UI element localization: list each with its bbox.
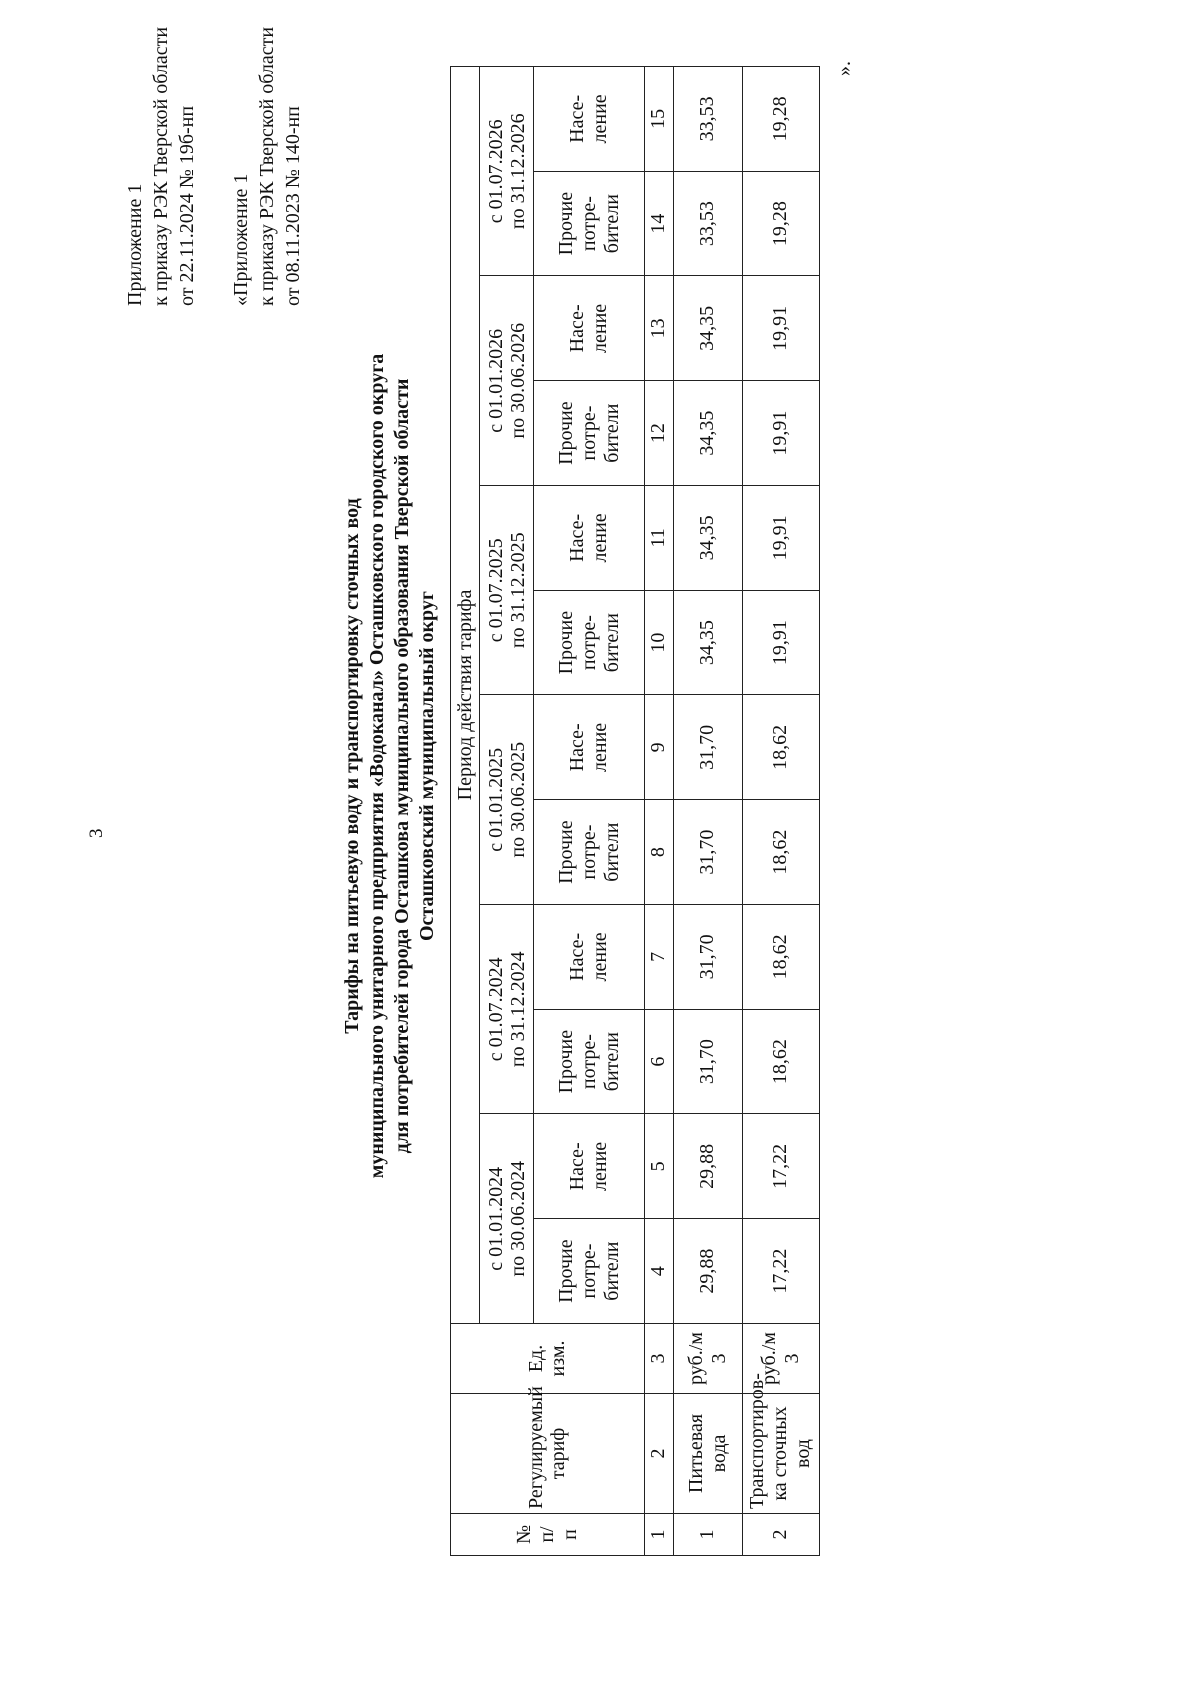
tariff-value: 33,53 <box>674 67 743 172</box>
tariff-value: 29,88 <box>674 1114 743 1219</box>
closing-quote-mark: ». <box>833 61 855 76</box>
title-line: Тарифы на питьевую воду и транспортировку сточных вод <box>341 498 363 1034</box>
subheader-other-consumers: Прочие потре- бители <box>534 1009 644 1114</box>
subheader-population: Насе- ление <box>534 67 644 172</box>
column-number: 12 <box>644 381 673 486</box>
tariff-value: 31,70 <box>674 800 743 905</box>
column-number: 7 <box>644 905 673 1010</box>
header-unit: Ед. изм. <box>451 1324 645 1394</box>
page-number: 3 <box>86 828 107 838</box>
appendix-line: к приказу РЭК Тверской области <box>256 26 278 306</box>
tariff-value: 17,22 <box>742 1114 819 1219</box>
column-number: 2 <box>644 1394 673 1514</box>
subheader-population: Насе- ление <box>534 276 644 381</box>
tariff-value: 31,70 <box>674 695 743 800</box>
tariff-value: 34,35 <box>674 381 743 486</box>
period-header: с 01.07.2025 по 31.12.2025 <box>480 486 534 696</box>
period-header: с 01.01.2024 по 30.06.2024 <box>480 1114 534 1324</box>
header-number: № п/ п <box>451 1514 645 1556</box>
period-header: с 01.01.2025 по 30.06.2025 <box>480 695 534 905</box>
header-period: Период действия тарифа <box>451 67 480 1324</box>
subheader-population: Насе- ление <box>534 486 644 591</box>
header-regulated-tariff: Регулируемый тариф <box>451 1394 645 1514</box>
tariff-value: 19,91 <box>742 381 819 486</box>
subheader-other-consumers: Прочие потре- бители <box>534 171 644 276</box>
appendix-line: от 22.11.2024 № 19б-нп <box>176 105 198 306</box>
tariff-value: 19,91 <box>742 590 819 695</box>
subheader-other-consumers: Прочие потре- бители <box>534 590 644 695</box>
row-tariff-name: Питьевая вода <box>674 1394 743 1514</box>
column-number: 1 <box>644 1514 673 1556</box>
tariff-value: 31,70 <box>674 1009 743 1114</box>
appendix-line: к приказу РЭК Тверской области <box>150 26 172 306</box>
column-number: 8 <box>644 800 673 905</box>
column-number: 3 <box>644 1324 673 1394</box>
tariff-value: 17,22 <box>742 1219 819 1324</box>
tariff-value: 31,70 <box>674 905 743 1010</box>
document-title <box>340 316 440 1216</box>
column-number: 5 <box>644 1114 673 1219</box>
subheader-other-consumers: Прочие потре- бители <box>534 800 644 905</box>
subheader-population: Насе- ление <box>534 1114 644 1219</box>
title-line: Осташковский муниципальный округ <box>416 591 438 941</box>
appendix-line: от 08.11.2023 № 140-нп <box>282 106 304 306</box>
tariff-value: 19,91 <box>742 276 819 381</box>
column-number: 9 <box>644 695 673 800</box>
tariff-value: 19,28 <box>742 67 819 172</box>
column-number: 4 <box>644 1219 673 1324</box>
period-header: с 01.07.2026 по 31.12.2026 <box>480 67 534 277</box>
tariff-value: 34,35 <box>674 590 743 695</box>
tariff-value: 18,62 <box>742 1009 819 1114</box>
column-number-row <box>644 67 673 1556</box>
period-header: с 01.07.2024 по 31.12.2024 <box>480 905 534 1115</box>
tariff-table <box>450 66 820 1556</box>
row-unit: руб./м 3 <box>742 1324 819 1394</box>
period-header: с 01.01.2026 по 30.06.2026 <box>480 276 534 486</box>
subheader-other-consumers: Прочие потре- бители <box>534 381 644 486</box>
row-number: 1 <box>674 1514 743 1556</box>
subheader-population: Насе- ление <box>534 695 644 800</box>
table-row-wastewater-transport <box>742 67 819 1556</box>
title-line: муниципального унитарного предприятия «Водоканал» Осташковского городского округа <box>366 353 388 1179</box>
subheader-other-consumers: Прочие потре- бители <box>534 1219 644 1324</box>
tariff-value: 19,91 <box>742 486 819 591</box>
column-number: 14 <box>644 171 673 276</box>
tariff-value: 29,88 <box>674 1219 743 1324</box>
tariff-value: 18,62 <box>742 800 819 905</box>
column-number: 6 <box>644 1009 673 1114</box>
appendix-previous-order <box>228 27 306 306</box>
tariff-value: 33,53 <box>674 171 743 276</box>
appendix-line: Приложение 1 <box>124 183 146 306</box>
title-line: для потребителей города Осташкова муниципального образования Тверской области <box>391 378 413 1154</box>
column-number: 11 <box>644 486 673 591</box>
tariff-value: 34,35 <box>674 276 743 381</box>
row-unit: руб./м 3 <box>674 1324 743 1394</box>
tariff-value: 34,35 <box>674 486 743 591</box>
row-number: 2 <box>742 1514 819 1556</box>
table-row-drinking-water <box>674 67 743 1556</box>
row-tariff-name: Транспортиров- ка сточных вод <box>742 1394 819 1514</box>
tariff-value: 19,28 <box>742 171 819 276</box>
appendix-line: «Приложение 1 <box>230 173 252 306</box>
column-number: 13 <box>644 276 673 381</box>
column-number: 10 <box>644 590 673 695</box>
subheader-population: Насе- ление <box>534 905 644 1010</box>
appendix-current-order <box>122 27 200 306</box>
tariff-value: 18,62 <box>742 695 819 800</box>
tariff-value: 18,62 <box>742 905 819 1010</box>
column-number: 15 <box>644 67 673 172</box>
